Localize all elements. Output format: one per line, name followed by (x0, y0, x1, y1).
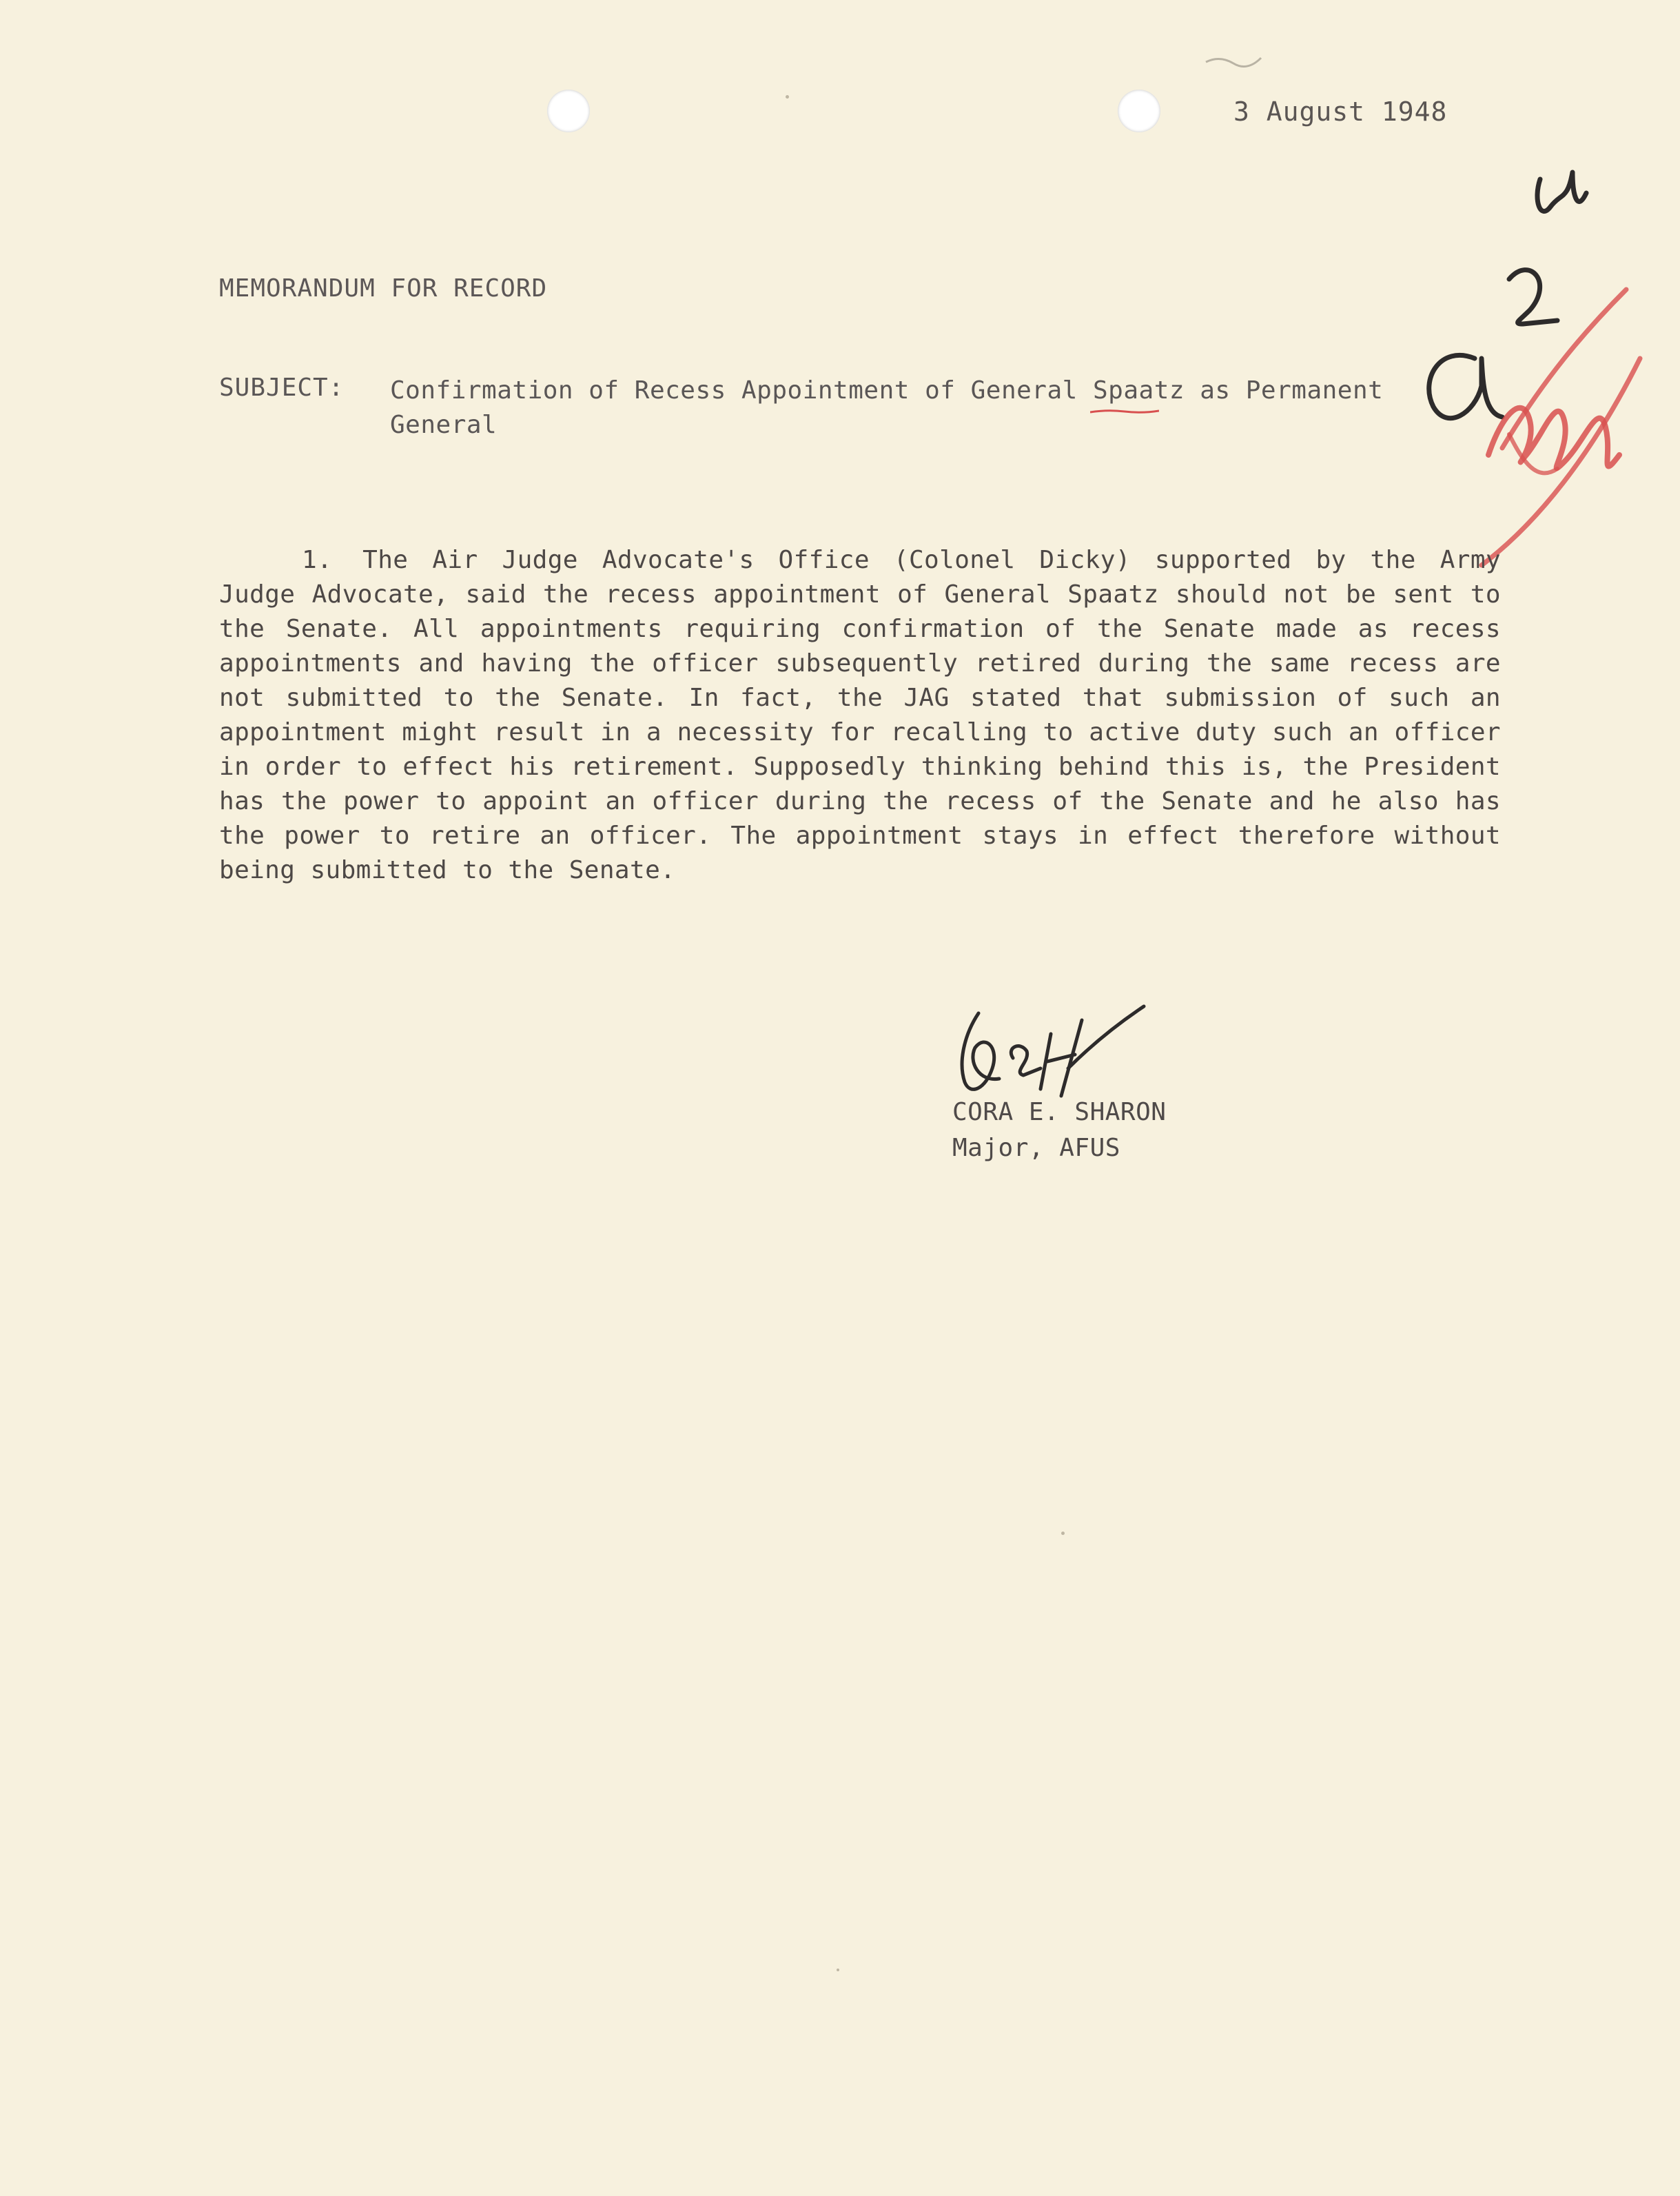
memo-date: 3 August 1948 (1233, 96, 1448, 127)
subject-underlined-word-text: Spaatz (1093, 376, 1185, 405)
memo-title: MEMORANDUM FOR RECORD (219, 274, 548, 303)
subject-label: SUBJECT: (219, 374, 345, 402)
signer-rank: Major, AFUS (952, 1134, 1120, 1162)
paper-speck (1061, 1532, 1065, 1535)
subject-text-before: Confirmation of Recess Appointment of General (390, 376, 1093, 405)
paper-speck (786, 95, 789, 99)
punch-hole-icon (547, 90, 590, 132)
signature-block (952, 1095, 1166, 1166)
body-paragraph (219, 543, 1501, 888)
paragraph-text: The Air Judge Advocate's Office (Colonel Dicky) supported by the Army Judge Advocate, said the recess appointment of General Spaatz should not be sent to the Senate. All appointments requiring confirmation of the Senate made as recess appointments and having the officer subsequently retired during the same recess are not submitted to the Senate. In fact, the JAG stated that submission of such an appointment might result in a necessity for recalling to active duty such an officer in order to effect his retirement. Supposedly thinking behind this is, the President has the power to appoint an officer during the recess of the Senate and he also has the power to retire an officer. The appointment stays in effect therefore without being submitted to the Senate. (219, 546, 1501, 884)
subject-underlined-word (1093, 374, 1185, 408)
paragraph-number: 1. (302, 546, 333, 574)
red-underline-icon (1090, 408, 1159, 415)
signer-name: CORA E. SHARON (952, 1098, 1167, 1126)
punch-hole-icon (1118, 90, 1160, 132)
paper-speck (837, 1969, 839, 1971)
subject-text (390, 374, 1396, 443)
subject-text-after: as Permanent General (390, 376, 1384, 439)
faint-pencil-mark-icon (1199, 48, 1268, 76)
